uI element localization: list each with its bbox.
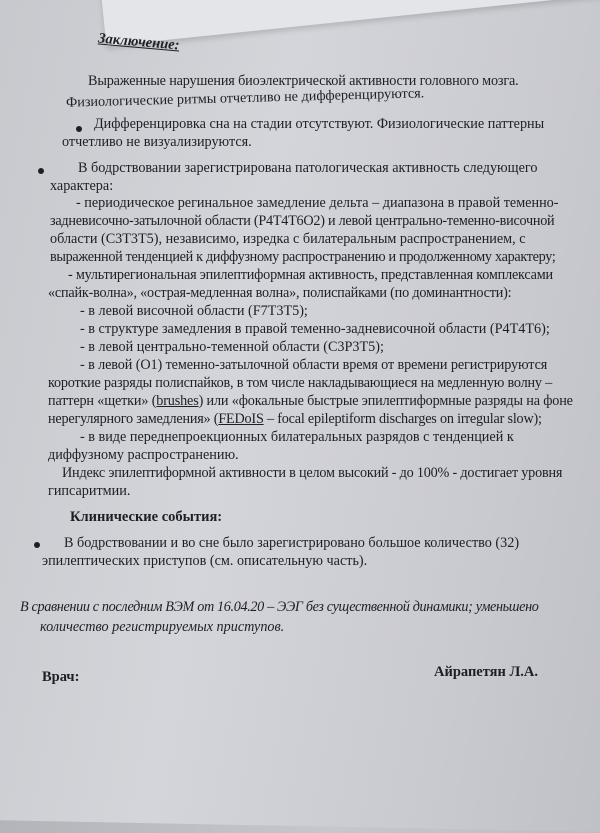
conclusion-line: Индекс эпилептиформной активности в целом высокий - до 100% - достигает уровня — [62, 465, 563, 481]
fedois-term: FEDoIS — [218, 411, 264, 427]
conclusion-line: Физиологические ритмы отчетливо не дифференцируются. — [65, 85, 425, 111]
conclusion-line: В бодрствовании зарегистрирована патологическая активность следующего — [78, 160, 538, 176]
conclusion-line: выраженной тенденцией к диффузному распространению и продолженному характеру; — [50, 249, 556, 265]
conclusion-line: Дифференцировка сна на стадии отсутствуют. Физиологические паттерны — [94, 116, 545, 132]
conclusion-text-segment: паттерн «щетки» ( — [48, 393, 157, 409]
conclusion-line: - в левой височной области (F7T3T5); — [80, 303, 308, 319]
conclusion-line: короткие разряды полиспайков, в том числе накладывающиеся на медленную волну – — [48, 375, 552, 391]
conclusion-line: - в левой (O1) теменно-затылочной области время от времени регистрируются — [80, 357, 548, 373]
conclusion-line: Выраженные нарушения биоэлектрической активности головного мозга. — [88, 73, 519, 89]
conclusion-line: - мультирегиональная эпилептиформная активность, представленная комплексами — [68, 267, 553, 283]
conclusion-heading: Заключение: — [97, 30, 181, 54]
conclusion-line: отчетливо не визуализируются. — [62, 134, 252, 150]
conclusion-text-segment: – focal epileptiform discharges on irregular slow); — [263, 411, 542, 427]
conclusion-line: характера: — [50, 178, 114, 194]
comparison-line: количество регистрируемых приступов. — [40, 619, 285, 635]
conclusion-line: гипсаритмии. — [48, 483, 131, 499]
conclusion-line: - периодическое регинальное замедление дельта – диапазона в правой теменно- — [76, 195, 559, 211]
bullet-icon — [38, 168, 44, 174]
doctor-label: Врач: — [42, 669, 80, 685]
conclusion-line: диффузному распространению. — [48, 447, 239, 463]
comparison-line: В сравнении с последним ВЭМ от 16.04.20 – ЭЭГ без существенной динамики; уменьшено — [20, 599, 539, 615]
conclusion-line: задневисочно-затылочной области (P4T4T6O2) и левой центрально-теменно-височной — [50, 213, 555, 229]
clinical-heading: Клинические события: — [70, 509, 223, 525]
clinical-line: эпилептических приступов (см. описательную часть). — [42, 553, 368, 569]
conclusion-text-segment: нерегулярного замедления» ( — [48, 411, 219, 427]
doctor-name: Айрапетян Л.А. — [434, 664, 539, 680]
clinical-line: В бодрствовании и во сне было зарегистрировано большое количество (32) — [64, 535, 520, 551]
bullet-icon — [34, 542, 40, 548]
conclusion-line: - в структуре замедления в правой теменно-задневисочной области (P4T4T6); — [80, 321, 550, 337]
brushes-term: brushes — [156, 393, 199, 409]
conclusion-line: области (C3T3T5), независимо, изредка с билатеральным распространением, с — [50, 231, 526, 247]
conclusion-line: «спайк-волна», «острая-медленная волна», полиспайками (по доминантности): — [48, 285, 512, 301]
conclusion-line: - в виде переднепроекционных билатеральных разрядов с тенденцией к — [80, 429, 514, 445]
conclusion-line: - в левой центрально-теменной области (C3P3T5); — [80, 339, 384, 355]
conclusion-text-segment: ) или «фокальные быстрые эпилептиформные разряды на фоне — [198, 393, 573, 409]
